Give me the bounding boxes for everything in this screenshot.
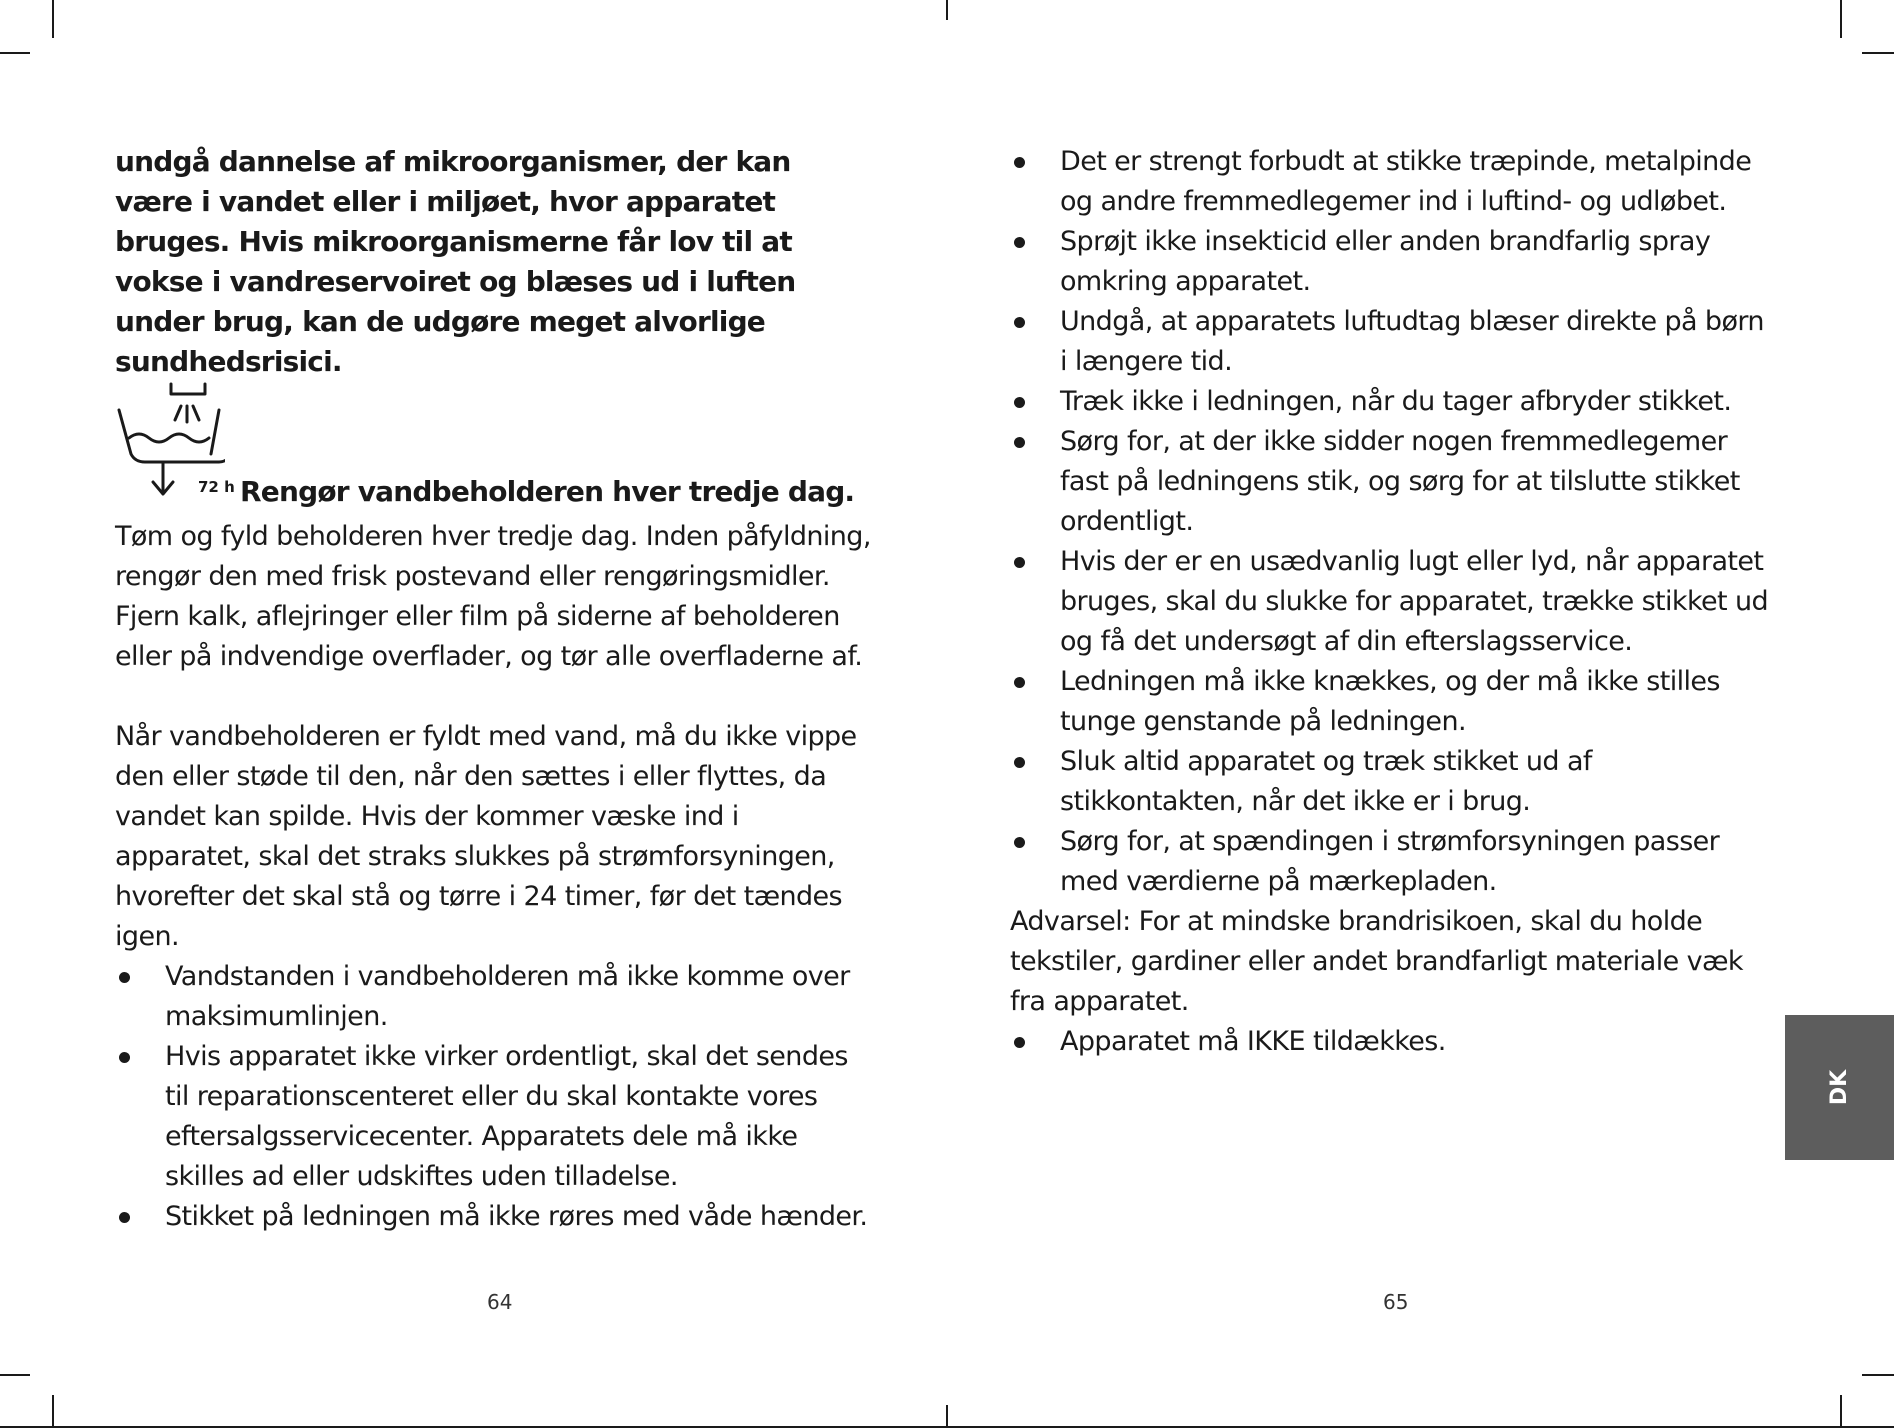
- interval-label: 72 h: [198, 478, 235, 496]
- page-number-right: 65: [1383, 1290, 1409, 1314]
- crop-mark: [1862, 52, 1894, 54]
- list-item: Hvis apparatet ikke virker ordentligt, skal det sendes til reparationscenteret eller du skal kontakte vores eftersalgsservicecenter. Apparatets dele må ikke skilles ad eller udskiftes uden tilladelse.: [115, 1037, 875, 1197]
- list-item: Hvis der er en usædvanlig lugt eller lyd, når apparatet bruges, skal du slukke for apparatet, trække stikket ud og få det undersøgt af din efterslagsservice.: [1010, 542, 1770, 662]
- paragraph-spacer: [115, 677, 875, 717]
- crop-mark: [52, 1395, 54, 1428]
- crop-mark: [1840, 1395, 1842, 1428]
- crop-mark: [0, 52, 30, 54]
- crop-mark: [0, 1374, 30, 1376]
- list-item: Undgå, at apparatets luftudtag blæser direkte på børn i længere tid.: [1010, 302, 1770, 382]
- cleaning-instruction-row: [115, 382, 875, 517]
- list-item: Det er strengt forbudt at stikke træpinde, metalpinde og andre fremmedlegemer ind i luftind- og udløbet.: [1010, 142, 1770, 222]
- intro-warning-text: undgå dannelse af mikroorganismer, der kan være i vandet eller i miljøet, hvor apparatet bruges. Hvis mikroorganismerne får lov til at vokse i vandreservoiret og blæses ud i luften under brug, kan de udgøre meget alvorlige sundhedsrisici.: [115, 145, 796, 378]
- right-bullet-list: [1010, 142, 1770, 902]
- list-item: Sluk altid apparatet og træk stikket ud af stikkontakten, når det ikke er i brug.: [1010, 742, 1770, 822]
- left-bullet-list: [115, 957, 875, 1237]
- cleaning-paragraph: Tøm og fyld beholderen hver tredje dag. Inden påfyldning, rengør den med frisk postevand eller rengøringsmidler. Fjern kalk, aflejringer eller film på siderne af beholderen eller på indvendige overflader, og tør alle overfladerne af.: [115, 521, 871, 672]
- list-item: Ledningen må ikke knækkes, og der må ikke stilles tunge genstande på ledningen.: [1010, 662, 1770, 742]
- crop-mark: [1862, 1374, 1894, 1376]
- list-item: Apparatet må IKKE tildækkes.: [1010, 1022, 1770, 1062]
- cleaning-heading: Rengør vandbeholderen hver tredje dag.: [240, 475, 855, 508]
- list-item: Sørg for, at der ikke sidder nogen fremmedlegemer fast på ledningens stik, og sørg for at tilslutte stikket ordentligt.: [1010, 422, 1770, 542]
- list-item: Træk ikke i ledningen, når du tager afbryder stikket.: [1010, 382, 1770, 422]
- list-item: Sprøjt ikke insekticid eller anden brandfarlig spray omkring apparatet.: [1010, 222, 1770, 302]
- list-item: Vandstanden i vandbeholderen må ikke komme over maksimumlinjen.: [115, 957, 875, 1037]
- tilt-warning-paragraph: Når vandbeholderen er fyldt med vand, må du ikke vippe den eller støde til den, når den sættes i eller flyttes, da vandet kan spilde. Hvis der kommer væske ind i apparatet, skal det straks slukkes på strømforsyningen, hvorefter det skal stå og tørre i 24 timer, før det tændes igen.: [115, 721, 857, 952]
- crop-mark: [946, 1405, 948, 1428]
- right-page: [1010, 142, 1770, 1062]
- page-number-left: 64: [487, 1290, 513, 1314]
- list-item: Sørg for, at spændingen i strømforsyningen passer med værdierne på mærkepladen.: [1010, 822, 1770, 902]
- crop-mark: [52, 0, 54, 38]
- left-page: [115, 142, 875, 1237]
- language-tab: [1785, 1015, 1894, 1160]
- final-bullet-list: [1010, 1022, 1770, 1062]
- crop-mark: [1840, 0, 1842, 38]
- fire-warning-paragraph: Advarsel: For at mindske brandrisikoen, skal du holde tekstiler, gardiner eller andet brandfarligt materiale væk fra apparatet.: [1010, 906, 1743, 1017]
- list-item: Stikket på ledningen må ikke røres med våde hænder.: [115, 1197, 875, 1237]
- language-tab-label: DK: [1827, 1069, 1852, 1106]
- crop-mark: [946, 0, 948, 20]
